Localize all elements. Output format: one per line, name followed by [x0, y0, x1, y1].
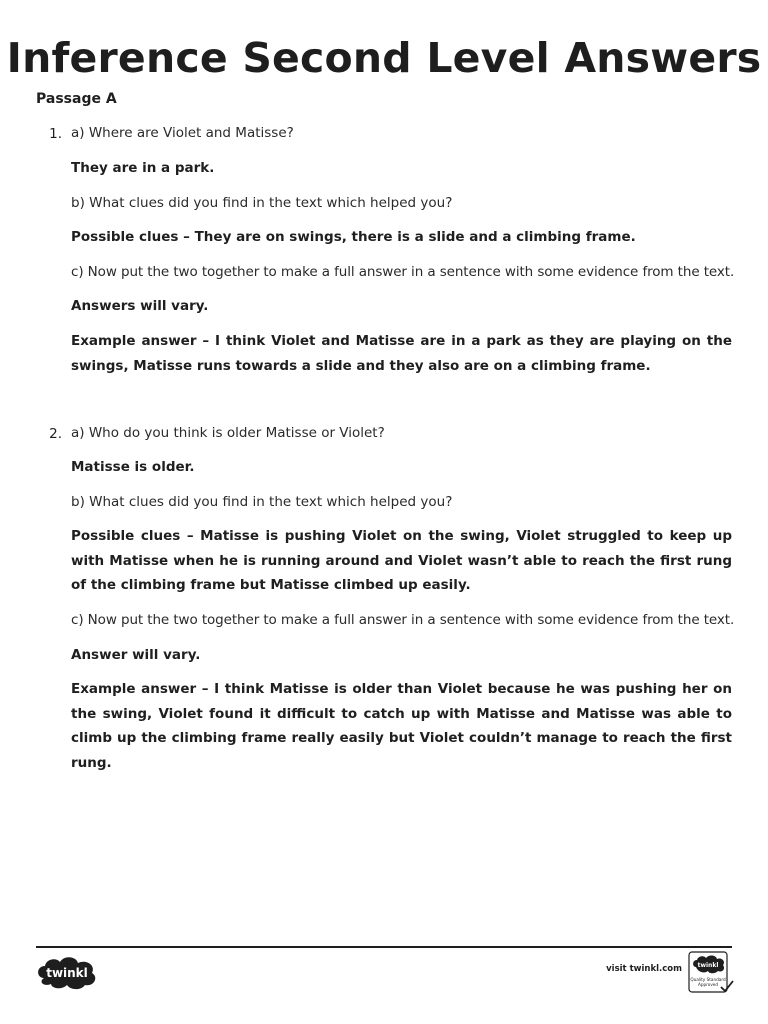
svg-text:twinkl: twinkl: [46, 966, 88, 980]
answer-1b: Possible clues – They are on swings, there is a slide and a climbing frame.: [71, 229, 636, 245]
question-1a: a) Where are Violet and Matisse?: [71, 125, 294, 141]
visit-website-text: visit twinkl.com: [606, 964, 682, 974]
twinkl-logo-icon: [34, 952, 100, 992]
question-number: 2.: [49, 426, 62, 442]
answer-2b: Possible clues – Matisse is pushing Violet on the swing, Violet struggled to keep up with Matisse when he is running around and Violet wasn’t able to reach the first rung of the climbing frame but Matisse climbed up easily.: [71, 528, 732, 593]
vary-note-1: Answers will vary.: [71, 298, 209, 314]
question-1c: c) Now put the two together to make a full answer in a sentence with some evidence from the text.: [71, 264, 735, 280]
vary-note-2: Answer will vary.: [71, 647, 201, 663]
answer-2a: Matisse is older.: [71, 459, 195, 475]
question-2b: b) What clues did you find in the text which helped you?: [71, 494, 453, 510]
quality-badge-icon: [688, 951, 734, 995]
question-number: 1.: [49, 126, 62, 142]
question-1b: b) What clues did you find in the text which helped you?: [71, 195, 453, 211]
svg-text:Quality Standard: Quality Standard: [690, 977, 726, 982]
passage-label: Passage A: [36, 91, 117, 107]
svg-text:twinkl: twinkl: [697, 962, 719, 969]
question-2a: a) Who do you think is older Matisse or Violet?: [71, 425, 385, 441]
footer-rule: [36, 946, 732, 948]
svg-text:Approved: Approved: [697, 982, 719, 987]
answer-1a: They are in a park.: [71, 160, 215, 176]
question-2c: c) Now put the two together to make a full answer in a sentence with some evidence from the text.: [71, 612, 735, 628]
page-title: Inference Second Level Answers: [6, 34, 762, 82]
example-answer-2: Example answer – I think Matisse is older than Violet because he was pushing her on the swing, Violet found it difficult to catch up with Matisse and Matisse was able to climb up the climbing frame really easily but Violet couldn’t manage to reach the first rung.: [71, 681, 732, 771]
example-answer-1: Example answer – I think Violet and Matisse are in a park as they are playing on the swings, Matisse runs towards a slide and they also are on a climbing frame.: [71, 333, 732, 374]
